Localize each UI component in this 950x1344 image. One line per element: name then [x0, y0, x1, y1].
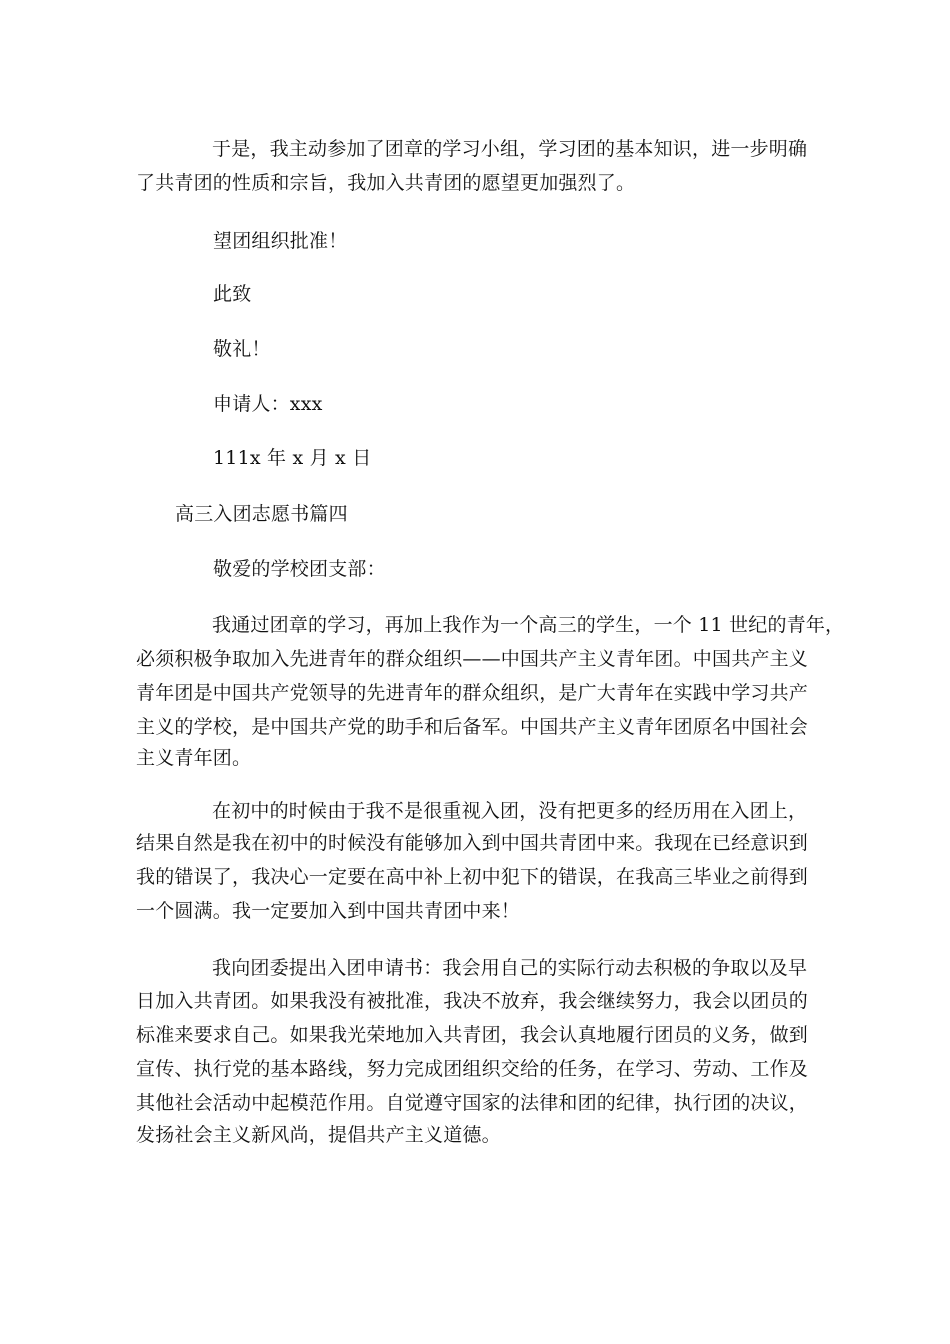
paragraph-3-line-4: 一个圆满。我一定要加入到中国共青团中来！ [136, 900, 521, 922]
applicant-signature: 申请人：xxx [213, 393, 323, 415]
closing-jingli: 敬礼！ [213, 338, 271, 360]
paragraph-4-line-6: 发扬社会主义新风尚，提倡共产主义道德。 [136, 1124, 501, 1146]
paragraph-2-line-4: 主义的学校，是中国共产党的助手和后备军。中国共产主义青年团原名中国社会 [136, 716, 809, 738]
paragraph-4-line-4: 宣传、执行党的基本路线，努力完成团组织交给的任务，在学习、劳动、工作及 [136, 1058, 809, 1080]
paragraph-1-line-2: 了共青团的性质和宗旨，我加入共青团的愿望更加强烈了。 [136, 172, 636, 194]
section-title: 高三入团志愿书篇四 [175, 503, 348, 525]
approve-request: 望团组织批准！ [213, 230, 348, 252]
paragraph-2-line-2: 必须积极争取加入先进青年的群众组织——中国共产主义青年团。中国共产主义 [136, 648, 809, 670]
paragraph-2-line-5: 主义青年团。 [136, 747, 252, 769]
salutation: 敬爱的学校团支部： [213, 558, 386, 580]
paragraph-2-line-3: 青年团是中国共产党领导的先进青年的群众组织，是广大青年在实践中学习共产 [136, 682, 809, 704]
paragraph-1-line-1: 于是，我主动参加了团章的学习小组，学习团的基本知识，进一步明确 [212, 138, 808, 160]
paragraph-4-line-3: 标准来要求自己。如果我光荣地加入共青团，我会认真地履行团员的义务，做到 [136, 1024, 809, 1046]
paragraph-4-line-5: 其他社会活动中起模范作用。自觉遵守国家的法律和团的纪律，执行团的决议， [136, 1092, 809, 1114]
paragraph-3-line-3: 我的错误了，我决心一定要在高中补上初中犯下的错误，在我高三毕业之前得到 [136, 866, 809, 888]
paragraph-3-line-1: 在初中的时候由于我不是很重视入团，没有把更多的经历用在入团上， [212, 800, 808, 822]
closing-cizhi: 此致 [213, 283, 252, 305]
paragraph-2-line-1: 我通过团章的学习，再加上我作为一个高三的学生，一个 11 世纪的青年， [212, 614, 845, 636]
paragraph-3-line-2: 结果自然是我在初中的时候没有能够加入到中国共青团中来。我现在已经意识到 [136, 832, 809, 854]
paragraph-4-line-1: 我向团委提出入团申请书：我会用自己的实际行动去积极的争取以及早 [212, 957, 808, 979]
application-date: 111x 年 x 月 x 日 [213, 447, 372, 469]
paragraph-4-line-2: 日加入共青团。如果我没有被批准，我决不放弃，我会继续努力，我会以团员的 [136, 990, 809, 1012]
